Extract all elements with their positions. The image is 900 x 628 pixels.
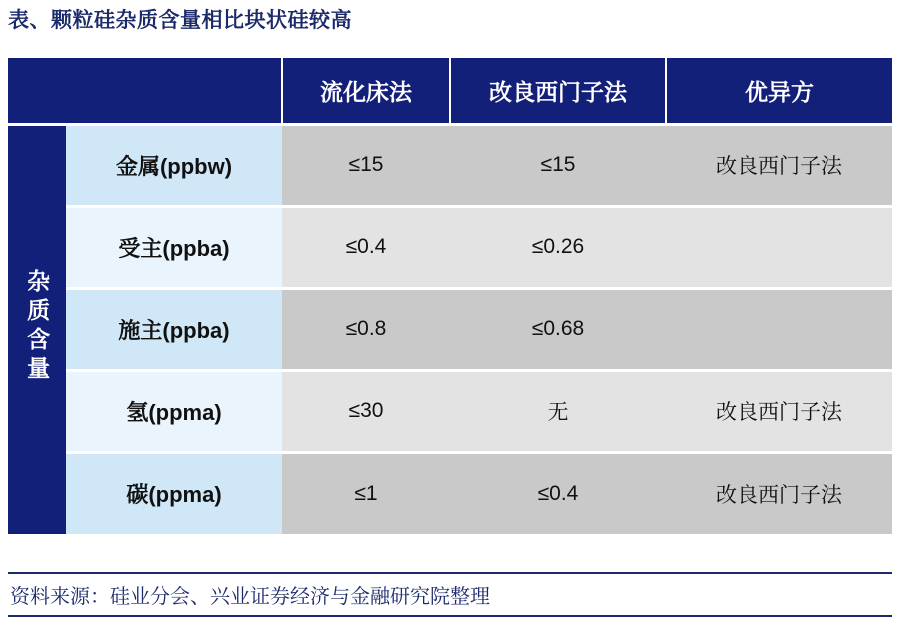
row-item-label: 施主(ppba) [66,288,282,370]
source-note: 资料来源：硅业分会、兴业证券经济与金融研究院整理 [8,572,892,617]
row-item-label: 受主(ppba) [66,206,282,288]
cell-fluidized-bed: ≤1 [282,452,450,534]
cell-siemens: 无 [450,370,666,452]
side-label-text: 杂质含量 [24,268,51,385]
cell-fluidized-bed: ≤0.8 [282,288,450,370]
table-row [8,206,892,288]
cell-better-method: 改良西门子法 [666,452,892,534]
table-row [8,288,892,370]
cell-siemens: ≤0.68 [450,288,666,370]
header-corner-item [66,58,282,124]
cell-better-method [666,206,892,288]
cell-siemens: ≤0.26 [450,206,666,288]
header-siemens: 改良西门子法 [450,58,666,124]
row-item-label: 碳(ppma) [66,452,282,534]
table-header-row [8,58,892,124]
cell-better-method: 改良西门子法 [666,124,892,206]
cell-siemens: ≤15 [450,124,666,206]
table-row [8,124,892,206]
cell-fluidized-bed: ≤0.4 [282,206,450,288]
row-item-label: 氢(ppma) [66,370,282,452]
cell-better-method [666,288,892,370]
side-label-impurity-content [8,124,66,534]
header-better-method: 优异方 [666,58,892,124]
header-corner-left [8,58,66,124]
impurity-table [8,58,892,534]
row-item-label: 金属(ppbw) [66,124,282,206]
cell-fluidized-bed: ≤30 [282,370,450,452]
cell-better-method: 改良西门子法 [666,370,892,452]
cell-siemens: ≤0.4 [450,452,666,534]
impurity-table-container [8,58,892,534]
table-row [8,370,892,452]
page-title: 表、颗粒硅杂质含量相比块状硅较高 [8,9,352,32]
header-fluidized-bed: 流化床法 [282,58,450,124]
cell-fluidized-bed: ≤15 [282,124,450,206]
table-row [8,452,892,534]
